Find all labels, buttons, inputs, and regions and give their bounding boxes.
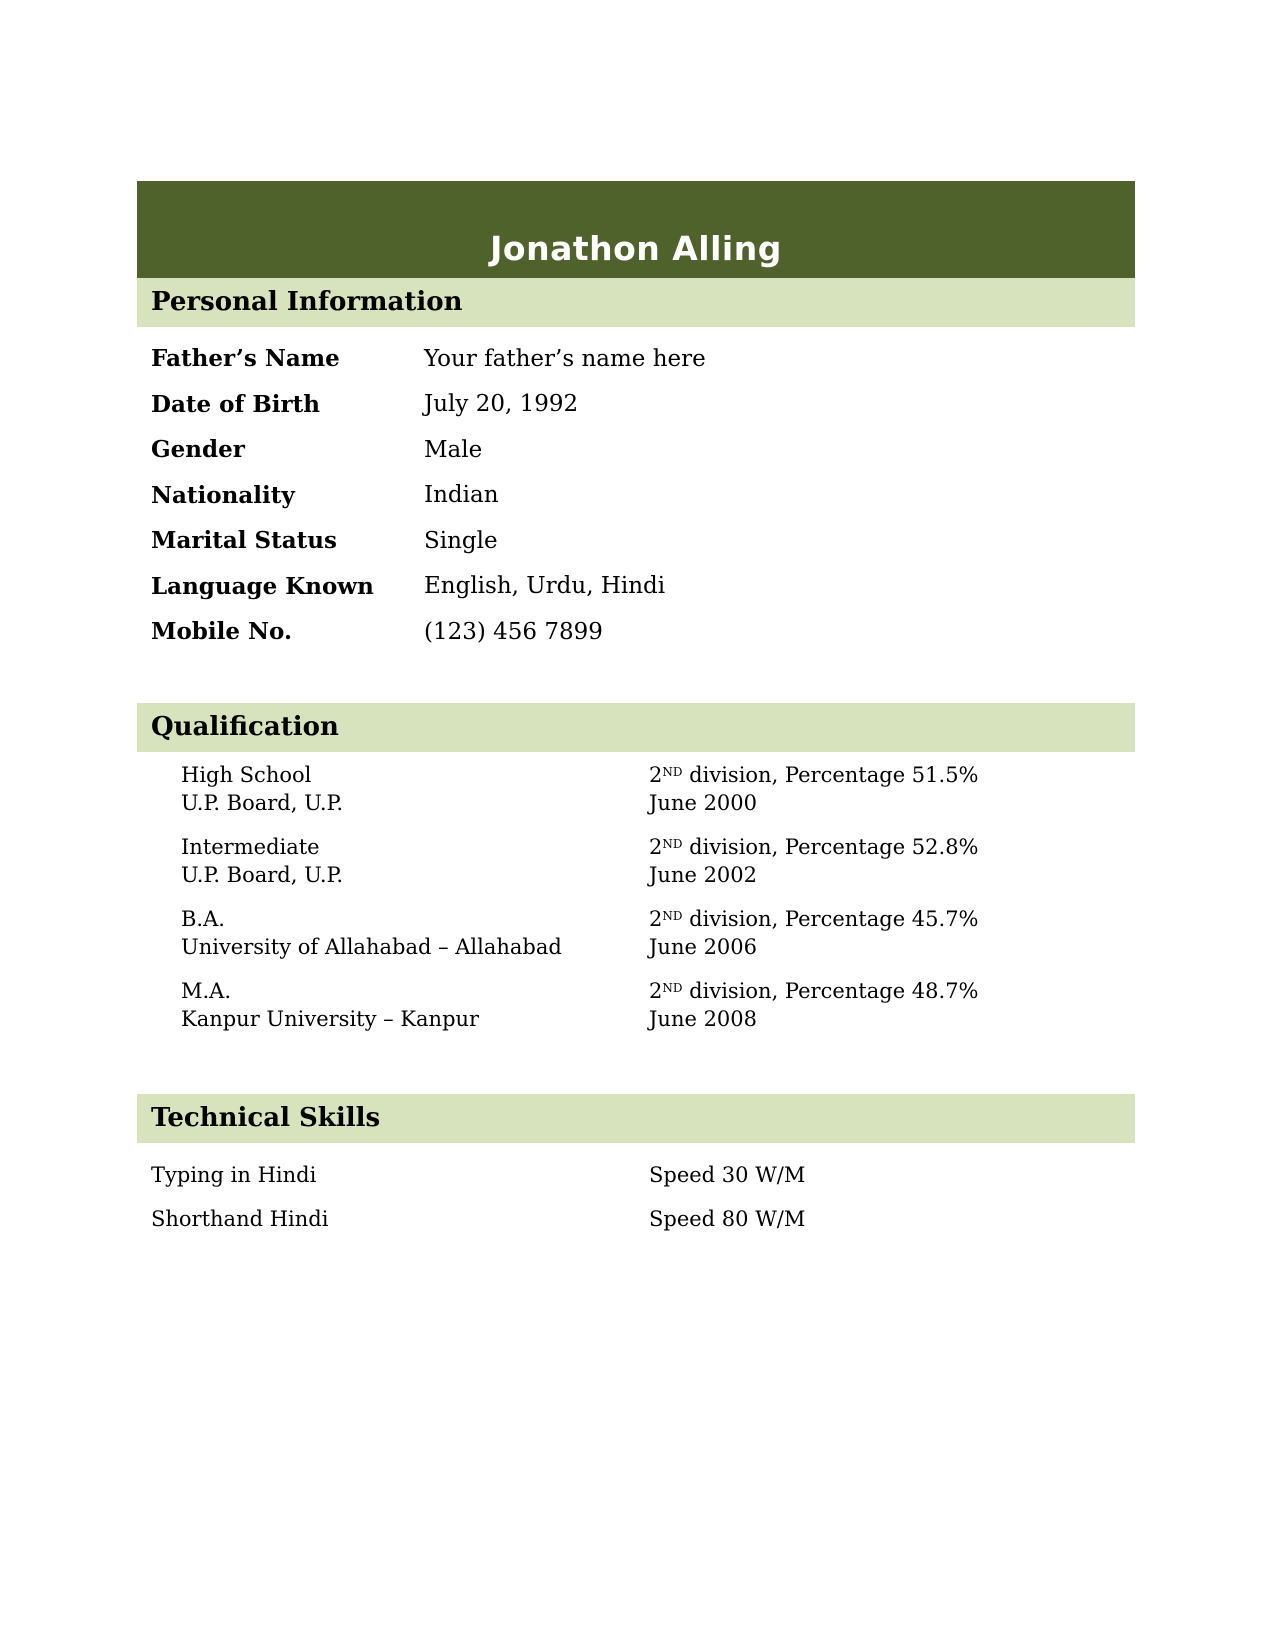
division-suffix: ND	[662, 908, 683, 923]
qualification-institution	[137, 833, 649, 905]
field-value: Male	[424, 436, 483, 463]
degree-name: High School	[181, 762, 312, 787]
degree-name: M.A.	[181, 978, 232, 1003]
field-value: (123) 456 7899	[424, 618, 603, 645]
field-label: Mobile No.	[151, 618, 292, 646]
section-title: Technical Skills	[151, 1102, 381, 1133]
completion-date: June 2006	[649, 934, 758, 959]
spacer	[137, 1049, 1135, 1094]
completion-date: June 2002	[649, 862, 758, 887]
division-number: 2	[649, 762, 663, 787]
field-value: Indian	[424, 482, 499, 509]
field-value: English, Urdu, Hindi	[424, 573, 666, 600]
completion-date: June 2000	[649, 790, 758, 815]
personal-info-header	[137, 278, 1135, 327]
field-value: July 20, 1992	[424, 391, 579, 418]
name-header	[137, 181, 1135, 278]
field-label: Nationality	[151, 481, 295, 509]
qualification-header	[137, 703, 1135, 752]
division-number: 2	[649, 906, 663, 931]
personal-row	[151, 336, 1135, 382]
field-label: Date of Birth	[151, 390, 320, 418]
completion-date: June 2008	[649, 1006, 758, 1031]
division-text: division, Percentage 52.8%	[682, 834, 979, 859]
division-line	[649, 977, 979, 1005]
qualification-result	[649, 977, 979, 1049]
board-name: U.P. Board, U.P.	[181, 790, 344, 815]
spacer	[137, 655, 1135, 703]
qualification-result	[649, 833, 979, 905]
board-name: University of Allahabad – Allahabad	[181, 934, 562, 959]
division-text: division, Percentage 48.7%	[682, 978, 979, 1003]
qualification-institution	[137, 905, 649, 977]
qualification-result	[649, 761, 979, 833]
personal-row	[151, 564, 1135, 610]
skill-name: Typing in Hindi	[151, 1162, 317, 1187]
personal-row	[151, 382, 1135, 428]
division-line	[649, 761, 979, 789]
qualification-institution	[137, 761, 649, 833]
personal-info-table	[137, 327, 1135, 655]
skill-name: Shorthand Hindi	[151, 1206, 329, 1231]
division-number: 2	[649, 978, 663, 1003]
qualification-item	[137, 833, 1135, 905]
field-label: Language Known	[151, 572, 374, 600]
section-title: Qualification	[151, 711, 339, 742]
board-name: Kanpur University – Kanpur	[181, 1006, 480, 1031]
skills-list	[137, 1143, 1135, 1241]
skill-level: Speed 30 W/M	[649, 1162, 806, 1187]
technical-skills-header	[137, 1094, 1135, 1143]
field-label: Father’s Name	[151, 345, 340, 373]
qualification-item	[137, 761, 1135, 833]
personal-row	[151, 473, 1135, 519]
degree-name: B.A.	[181, 906, 225, 931]
personal-row	[151, 609, 1135, 655]
board-name: U.P. Board, U.P.	[181, 862, 344, 887]
division-suffix: ND	[662, 836, 683, 851]
division-line	[649, 833, 979, 861]
qualification-result	[649, 905, 979, 977]
field-value: Single	[424, 527, 498, 554]
division-text: division, Percentage 51.5%	[682, 762, 979, 787]
division-number: 2	[649, 834, 663, 859]
section-title: Personal Information	[151, 287, 463, 317]
candidate-name: Jonathon Alling	[490, 229, 782, 268]
skill-level: Speed 80 W/M	[649, 1206, 806, 1231]
division-suffix: ND	[662, 764, 683, 779]
division-text: division, Percentage 45.7%	[682, 906, 979, 931]
field-label: Gender	[151, 436, 245, 464]
qualification-institution	[137, 977, 649, 1049]
field-value: Your father’s name here	[424, 345, 706, 372]
division-suffix: ND	[662, 980, 683, 995]
resume-page	[137, 181, 1135, 1241]
skill-row	[137, 1153, 1135, 1197]
personal-row	[151, 518, 1135, 564]
qualification-item	[137, 977, 1135, 1049]
skill-row	[137, 1197, 1135, 1241]
qualification-item	[137, 905, 1135, 977]
degree-name: Intermediate	[181, 834, 320, 859]
personal-row	[151, 427, 1135, 473]
field-label: Marital Status	[151, 527, 337, 555]
division-line	[649, 905, 979, 933]
qualification-list	[137, 752, 1135, 1049]
